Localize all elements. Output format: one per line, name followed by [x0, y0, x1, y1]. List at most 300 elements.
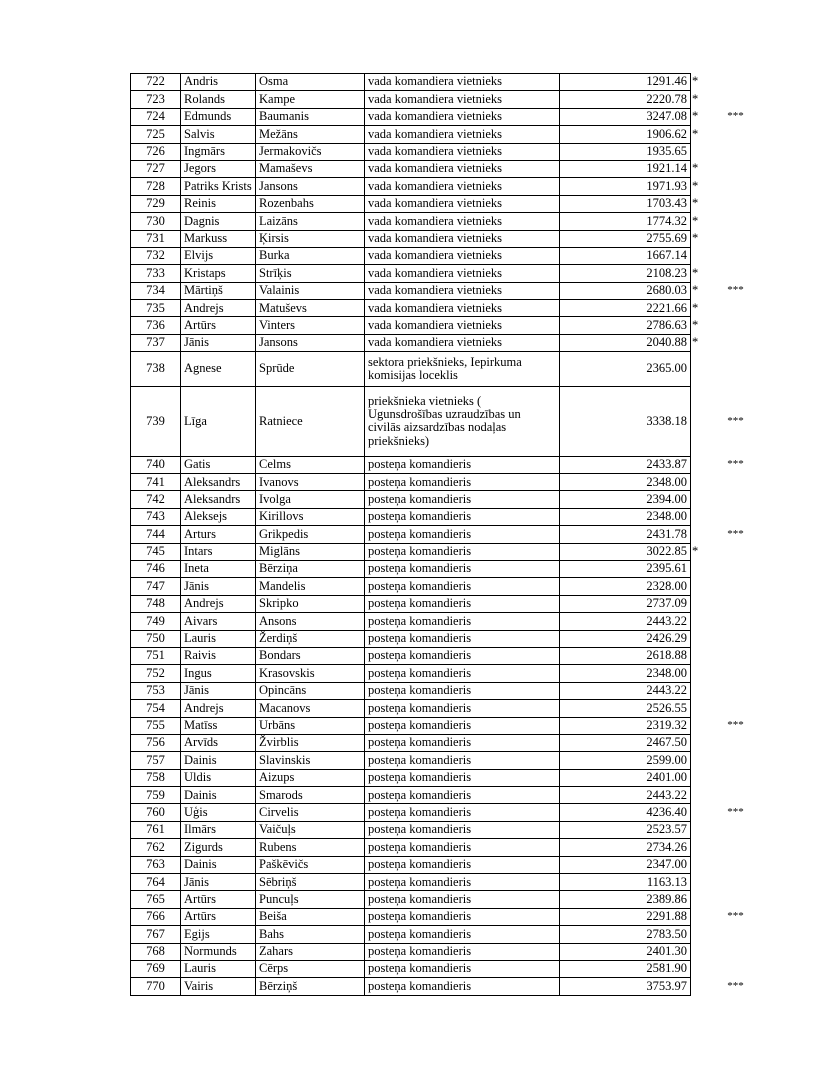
note-marker — [709, 630, 763, 647]
salary-cell: 2347.00 — [560, 856, 691, 873]
last-name-cell: Grikpedis — [256, 526, 365, 543]
note-marker — [709, 91, 763, 108]
note-marker — [709, 578, 763, 595]
last-name-cell: Cirvelis — [256, 804, 365, 821]
note-marker: *** — [727, 110, 744, 123]
position-cell: posteņa komandieris — [365, 474, 560, 491]
salary-cell: 2291.88 — [560, 908, 691, 925]
last-name-cell: Ivanovs — [256, 474, 365, 491]
row-number-cell: 756 — [131, 734, 181, 751]
salary-cell: 2401.00 — [560, 769, 691, 786]
row-number-cell: 749 — [131, 613, 181, 630]
row-number-cell: 733 — [131, 265, 181, 282]
row-number-cell: 770 — [131, 978, 181, 995]
position-cell: vada komandiera vietnieks — [365, 143, 560, 160]
note-marker — [709, 926, 763, 943]
flag-marker: * — [692, 265, 699, 280]
row-number-cell: 762 — [131, 839, 181, 856]
flag-marker — [691, 508, 709, 525]
salary-cell: 1667.14 — [560, 247, 691, 264]
last-name-cell: Zahars — [256, 943, 365, 960]
flag-marker — [691, 456, 709, 473]
row-number-cell: 755 — [131, 717, 181, 734]
table-row — [131, 456, 763, 473]
salary-cell: 2783.50 — [560, 926, 691, 943]
first-name-cell: Aivars — [181, 613, 256, 630]
position-cell: vada komandiera vietnieks — [365, 91, 560, 108]
last-name-cell: Aizups — [256, 769, 365, 786]
row-number-cell: 763 — [131, 856, 181, 873]
position-cell: priekšnieka vietnieks ( Ugunsdrošības uzraudzības un civilās aizsardzības nodaļas priekšnieks) — [365, 387, 560, 457]
position-cell: posteņa komandieris — [365, 560, 560, 577]
note-marker — [709, 821, 763, 838]
note-marker — [709, 334, 763, 351]
position-cell: posteņa komandieris — [365, 856, 560, 873]
table-row — [131, 821, 763, 838]
flag-marker — [691, 247, 709, 264]
note-marker — [709, 647, 763, 664]
position-cell: vada komandiera vietnieks — [365, 334, 560, 351]
last-name-cell: Sēbriņš — [256, 874, 365, 891]
flag-marker — [691, 978, 709, 995]
last-name-cell: Miglāns — [256, 543, 365, 560]
note-marker — [709, 195, 763, 212]
first-name-cell: Arvīds — [181, 734, 256, 751]
table-row — [131, 752, 763, 769]
position-cell: vada komandiera vietnieks — [365, 300, 560, 317]
flag-marker: * — [692, 544, 699, 559]
row-number-cell: 748 — [131, 595, 181, 612]
last-name-cell: Skripko — [256, 595, 365, 612]
salary-cell: 2443.22 — [560, 787, 691, 804]
flag-marker — [691, 943, 709, 960]
flag-marker — [691, 474, 709, 491]
last-name-cell: Jansons — [256, 178, 365, 195]
salary-cell: 2599.00 — [560, 752, 691, 769]
first-name-cell: Artūrs — [181, 317, 256, 334]
last-name-cell: Mamaševs — [256, 160, 365, 177]
flag-marker — [691, 526, 709, 543]
first-name-cell: Līga — [181, 387, 256, 457]
note-marker — [709, 126, 763, 143]
note-marker — [709, 178, 763, 195]
first-name-cell: Arturs — [181, 526, 256, 543]
flag-marker: * — [692, 317, 699, 332]
row-number-cell: 769 — [131, 960, 181, 977]
table-row — [131, 334, 763, 351]
note-marker — [709, 160, 763, 177]
position-cell: posteņa komandieris — [365, 891, 560, 908]
salary-cell: 1291.46 — [560, 74, 691, 91]
salary-cell: 2786.63 — [560, 317, 691, 334]
salary-cell: 2467.50 — [560, 734, 691, 751]
salary-cell: 2443.22 — [560, 613, 691, 630]
table-row — [131, 474, 763, 491]
flag-marker: * — [692, 335, 699, 350]
last-name-cell: Sprūde — [256, 352, 365, 387]
position-cell: posteņa komandieris — [365, 595, 560, 612]
position-cell: posteņa komandieris — [365, 769, 560, 786]
note-marker — [709, 613, 763, 630]
note-marker — [709, 752, 763, 769]
last-name-cell: Paškēvičs — [256, 856, 365, 873]
position-cell: posteņa komandieris — [365, 682, 560, 699]
table-row — [131, 595, 763, 612]
position-cell: sektora priekšnieks, Iepirkuma komisijas loceklis — [365, 352, 560, 387]
salary-cell: 2395.61 — [560, 560, 691, 577]
table-row — [131, 195, 763, 212]
row-number-cell: 764 — [131, 874, 181, 891]
table-row — [131, 560, 763, 577]
last-name-cell: Mandelis — [256, 578, 365, 595]
note-marker — [709, 839, 763, 856]
flag-marker — [691, 787, 709, 804]
last-name-cell: Bērziņš — [256, 978, 365, 995]
position-cell: posteņa komandieris — [365, 700, 560, 717]
first-name-cell: Vairis — [181, 978, 256, 995]
position-cell: posteņa komandieris — [365, 960, 560, 977]
salary-cell: 3338.18 — [560, 387, 691, 457]
table-row — [131, 734, 763, 751]
flag-marker — [691, 143, 709, 160]
salary-cell: 2040.88 — [560, 334, 691, 351]
first-name-cell: Patriks Krists — [181, 178, 256, 195]
table-row — [131, 630, 763, 647]
flag-marker — [691, 491, 709, 508]
row-number-cell: 738 — [131, 352, 181, 387]
flag-marker — [691, 734, 709, 751]
flag-marker: * — [692, 126, 699, 141]
first-name-cell: Ineta — [181, 560, 256, 577]
table-row — [131, 908, 763, 925]
salary-cell: 1971.93 — [560, 178, 691, 195]
last-name-cell: Jansons — [256, 334, 365, 351]
position-cell: vada komandiera vietnieks — [365, 282, 560, 299]
flag-marker — [691, 804, 709, 821]
row-number-cell: 750 — [131, 630, 181, 647]
last-name-cell: Opincāns — [256, 682, 365, 699]
row-number-cell: 737 — [131, 334, 181, 351]
flag-marker — [691, 560, 709, 577]
position-cell: vada komandiera vietnieks — [365, 317, 560, 334]
table-row — [131, 126, 763, 143]
position-cell: posteņa komandieris — [365, 734, 560, 751]
flag-marker: * — [692, 300, 699, 315]
first-name-cell: Zigurds — [181, 839, 256, 856]
salary-cell: 1906.62 — [560, 126, 691, 143]
table-row — [131, 717, 763, 734]
row-number-cell: 759 — [131, 787, 181, 804]
last-name-cell: Osma — [256, 74, 365, 91]
position-cell: posteņa komandieris — [365, 647, 560, 664]
note-marker — [709, 734, 763, 751]
salary-cell: 1163.13 — [560, 874, 691, 891]
note-marker — [709, 352, 763, 387]
row-number-cell: 741 — [131, 474, 181, 491]
first-name-cell: Artūrs — [181, 908, 256, 925]
table-row — [131, 769, 763, 786]
first-name-cell: Lauris — [181, 960, 256, 977]
last-name-cell: Celms — [256, 456, 365, 473]
first-name-cell: Gatis — [181, 456, 256, 473]
position-cell: posteņa komandieris — [365, 943, 560, 960]
salary-cell: 2348.00 — [560, 508, 691, 525]
flag-marker — [691, 387, 709, 457]
table-row — [131, 178, 763, 195]
last-name-cell: Slavinskis — [256, 752, 365, 769]
note-marker — [709, 508, 763, 525]
row-number-cell: 766 — [131, 908, 181, 925]
salary-cell: 2319.32 — [560, 717, 691, 734]
position-cell: posteņa komandieris — [365, 491, 560, 508]
table-row — [131, 665, 763, 682]
table-row — [131, 74, 763, 91]
last-name-cell: Krasovskis — [256, 665, 365, 682]
note-marker: *** — [727, 805, 744, 818]
first-name-cell: Andrejs — [181, 700, 256, 717]
position-cell: posteņa komandieris — [365, 456, 560, 473]
salary-cell: 2328.00 — [560, 578, 691, 595]
first-name-cell: Andrejs — [181, 595, 256, 612]
salary-cell: 2221.66 — [560, 300, 691, 317]
position-cell: posteņa komandieris — [365, 665, 560, 682]
table-row — [131, 682, 763, 699]
row-number-cell: 768 — [131, 943, 181, 960]
row-number-cell: 725 — [131, 126, 181, 143]
last-name-cell: Vaičuļs — [256, 821, 365, 838]
note-marker: *** — [727, 458, 744, 471]
row-number-cell: 732 — [131, 247, 181, 264]
row-number-cell: 757 — [131, 752, 181, 769]
table-row — [131, 839, 763, 856]
flag-marker — [691, 874, 709, 891]
position-cell: posteņa komandieris — [365, 978, 560, 995]
position-cell: vada komandiera vietnieks — [365, 247, 560, 264]
last-name-cell: Macanovs — [256, 700, 365, 717]
first-name-cell: Uldis — [181, 769, 256, 786]
position-cell: posteņa komandieris — [365, 804, 560, 821]
row-number-cell: 722 — [131, 74, 181, 91]
row-number-cell: 744 — [131, 526, 181, 543]
table-row — [131, 891, 763, 908]
flag-marker — [691, 960, 709, 977]
first-name-cell: Jānis — [181, 334, 256, 351]
row-number-cell: 747 — [131, 578, 181, 595]
table-row — [131, 978, 763, 995]
first-name-cell: Aleksejs — [181, 508, 256, 525]
note-marker: *** — [727, 910, 744, 923]
row-number-cell: 736 — [131, 317, 181, 334]
last-name-cell: Mežāns — [256, 126, 365, 143]
first-name-cell: Ingmārs — [181, 143, 256, 160]
position-cell: posteņa komandieris — [365, 874, 560, 891]
last-name-cell: Ratniece — [256, 387, 365, 457]
first-name-cell: Reinis — [181, 195, 256, 212]
first-name-cell: Aleksandrs — [181, 491, 256, 508]
first-name-cell: Normunds — [181, 943, 256, 960]
note-marker — [709, 213, 763, 230]
first-name-cell: Edmunds — [181, 108, 256, 125]
table-row — [131, 508, 763, 525]
note-marker: *** — [727, 284, 744, 297]
position-cell: posteņa komandieris — [365, 578, 560, 595]
flag-marker: * — [692, 178, 699, 193]
last-name-cell: Baumanis — [256, 108, 365, 125]
last-name-cell: Ansons — [256, 613, 365, 630]
salary-cell: 2389.86 — [560, 891, 691, 908]
first-name-cell: Jānis — [181, 578, 256, 595]
position-cell: posteņa komandieris — [365, 839, 560, 856]
flag-marker: * — [692, 91, 699, 106]
table-row — [131, 943, 763, 960]
position-cell: posteņa komandieris — [365, 717, 560, 734]
last-name-cell: Ivolga — [256, 491, 365, 508]
note-marker — [709, 317, 763, 334]
last-name-cell: Ķirsis — [256, 230, 365, 247]
flag-marker — [691, 891, 709, 908]
last-name-cell: Jermakovičs — [256, 143, 365, 160]
table-row — [131, 613, 763, 630]
salary-cell: 2443.22 — [560, 682, 691, 699]
salary-cell: 2523.57 — [560, 821, 691, 838]
note-marker — [709, 856, 763, 873]
flag-marker: * — [692, 196, 699, 211]
row-number-cell: 751 — [131, 647, 181, 664]
note-marker: *** — [727, 718, 744, 731]
salary-cell: 4236.40 — [560, 804, 691, 821]
note-marker — [709, 891, 763, 908]
position-cell: vada komandiera vietnieks — [365, 213, 560, 230]
flag-marker — [691, 578, 709, 595]
note-marker — [709, 247, 763, 264]
flag-marker — [691, 769, 709, 786]
flag-marker — [691, 752, 709, 769]
salary-cell: 2365.00 — [560, 352, 691, 387]
row-number-cell: 742 — [131, 491, 181, 508]
note-marker: *** — [727, 979, 744, 992]
row-number-cell: 731 — [131, 230, 181, 247]
table-row — [131, 160, 763, 177]
salary-cell: 1935.65 — [560, 143, 691, 160]
salary-cell: 2734.26 — [560, 839, 691, 856]
first-name-cell: Intars — [181, 543, 256, 560]
table-row — [131, 213, 763, 230]
note-marker — [709, 265, 763, 282]
salary-cell: 1774.32 — [560, 213, 691, 230]
table-row — [131, 282, 763, 299]
position-cell: vada komandiera vietnieks — [365, 265, 560, 282]
first-name-cell: Aleksandrs — [181, 474, 256, 491]
row-number-cell: 724 — [131, 108, 181, 125]
first-name-cell: Andris — [181, 74, 256, 91]
first-name-cell: Jegors — [181, 160, 256, 177]
first-name-cell: Rolands — [181, 91, 256, 108]
note-marker — [709, 595, 763, 612]
flag-marker: * — [692, 231, 699, 245]
row-number-cell: 752 — [131, 665, 181, 682]
position-cell: vada komandiera vietnieks — [365, 195, 560, 212]
note-marker — [709, 230, 763, 247]
table-row — [131, 578, 763, 595]
last-name-cell: Kirillovs — [256, 508, 365, 525]
note-marker — [709, 960, 763, 977]
last-name-cell: Žerdiņš — [256, 630, 365, 647]
position-cell: vada komandiera vietnieks — [365, 178, 560, 195]
note-marker — [709, 300, 763, 317]
table-row — [131, 317, 763, 334]
flag-marker — [691, 665, 709, 682]
salary-cell: 2680.03 — [560, 282, 691, 299]
salary-cell: 2581.90 — [560, 960, 691, 977]
row-number-cell: 760 — [131, 804, 181, 821]
last-name-cell: Beiša — [256, 908, 365, 925]
row-number-cell: 728 — [131, 178, 181, 195]
last-name-cell: Rubens — [256, 839, 365, 856]
flag-marker — [691, 700, 709, 717]
first-name-cell: Matīss — [181, 717, 256, 734]
first-name-cell: Ilmārs — [181, 821, 256, 838]
note-marker — [709, 874, 763, 891]
flag-marker — [691, 630, 709, 647]
salary-cell: 2348.00 — [560, 474, 691, 491]
flag-marker: * — [692, 74, 699, 89]
row-number-cell: 761 — [131, 821, 181, 838]
row-number-cell: 727 — [131, 160, 181, 177]
last-name-cell: Smarods — [256, 787, 365, 804]
table-row — [131, 926, 763, 943]
row-number-cell: 734 — [131, 282, 181, 299]
salary-cell: 1703.43 — [560, 195, 691, 212]
row-number-cell: 746 — [131, 560, 181, 577]
table-row — [131, 856, 763, 873]
position-cell: vada komandiera vietnieks — [365, 108, 560, 125]
flag-marker — [691, 717, 709, 734]
salary-cell: 2433.87 — [560, 456, 691, 473]
note-marker — [709, 682, 763, 699]
position-cell: posteņa komandieris — [365, 787, 560, 804]
table-row — [131, 230, 763, 247]
last-name-cell: Rozenbahs — [256, 195, 365, 212]
table-row — [131, 960, 763, 977]
first-name-cell: Mārtiņš — [181, 282, 256, 299]
note-marker: *** — [727, 414, 744, 427]
note-marker — [709, 560, 763, 577]
flag-marker — [691, 926, 709, 943]
salary-cell: 3022.85 — [560, 543, 691, 560]
position-cell: posteņa komandieris — [365, 613, 560, 630]
first-name-cell: Dainis — [181, 752, 256, 769]
first-name-cell: Andrejs — [181, 300, 256, 317]
last-name-cell: Kampe — [256, 91, 365, 108]
table-row — [131, 387, 763, 457]
salary-cell: 2618.88 — [560, 647, 691, 664]
last-name-cell: Bērziņa — [256, 560, 365, 577]
last-name-cell: Cērps — [256, 960, 365, 977]
row-number-cell: 723 — [131, 91, 181, 108]
last-name-cell: Strīķis — [256, 265, 365, 282]
salary-cell: 2220.78 — [560, 91, 691, 108]
flag-marker — [691, 856, 709, 873]
salary-table — [130, 73, 763, 996]
position-cell: posteņa komandieris — [365, 821, 560, 838]
position-cell: posteņa komandieris — [365, 508, 560, 525]
first-name-cell: Jānis — [181, 874, 256, 891]
flag-marker — [691, 682, 709, 699]
table-row — [131, 543, 763, 560]
table-row — [131, 352, 763, 387]
position-cell: posteņa komandieris — [365, 926, 560, 943]
flag-marker: * — [692, 213, 699, 228]
